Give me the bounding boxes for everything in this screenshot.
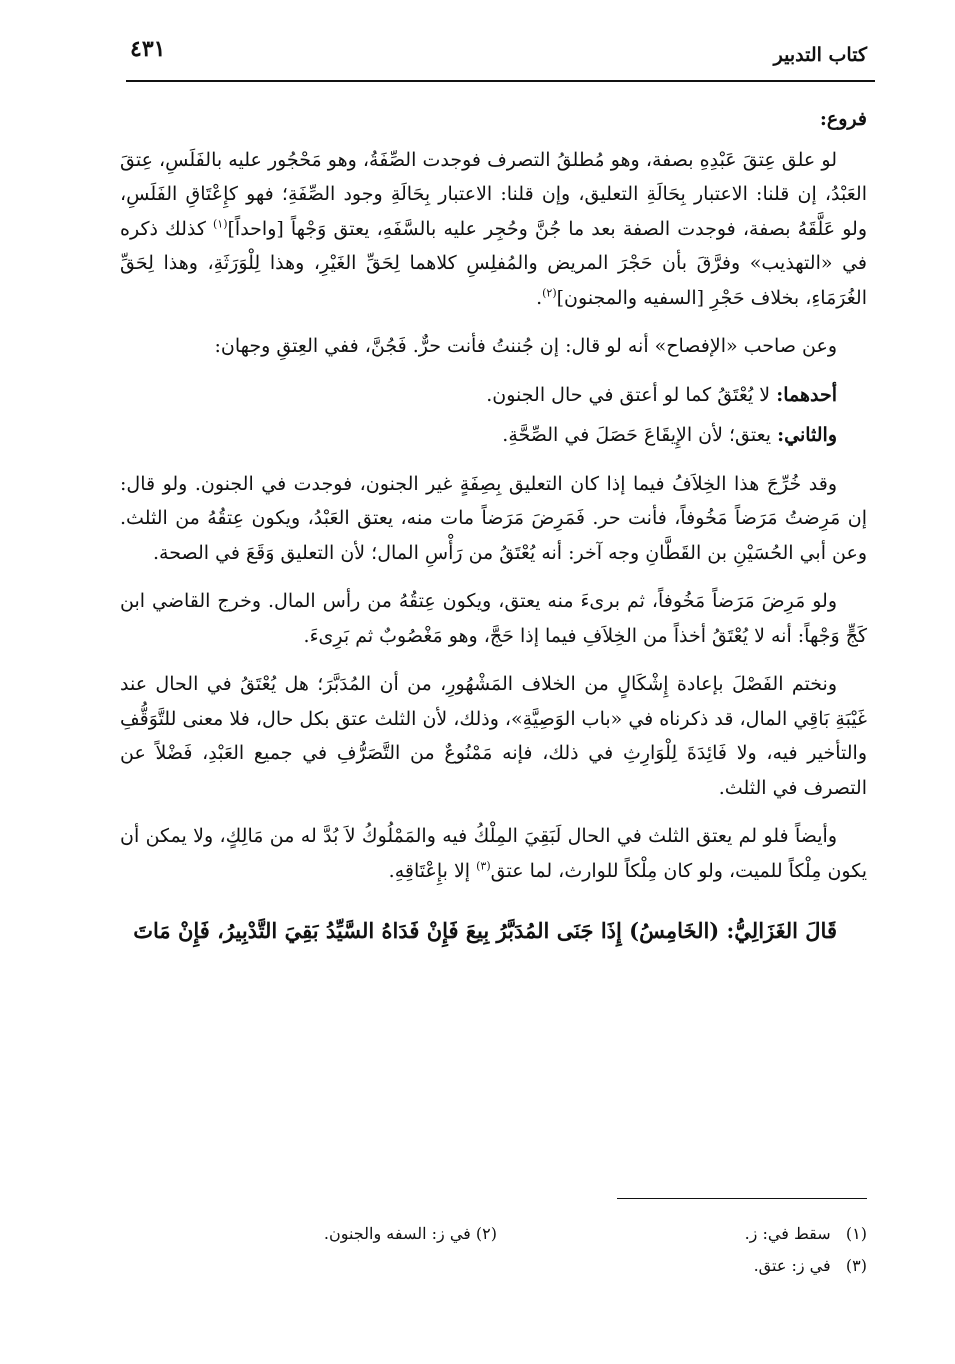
body-text	[120, 102, 867, 970]
page-number: ٤٣١	[130, 36, 166, 62]
document-page	[100, 20, 875, 1340]
option-first	[120, 378, 867, 413]
paragraph-1	[120, 143, 867, 316]
footnote-row	[120, 1250, 867, 1282]
paragraph-6-end: إلا بإِعْتَاقِهِ.	[388, 859, 477, 882]
section-title: فروع:	[819, 108, 867, 130]
running-head	[100, 34, 875, 70]
footnote-rule	[617, 1198, 867, 1199]
option-second-text: يعتق؛ لأن الإِيقَاعَ حَصَلَ في الصِّحَّةِ.	[502, 424, 778, 446]
option-second-lead: والثاني:	[777, 424, 837, 446]
footnote-3	[754, 1250, 867, 1282]
footnote-1	[745, 1218, 867, 1250]
paragraph-6	[120, 819, 867, 888]
ghazali-quote: قَالَ الغَزَالِيُّ: (الخَامِسُ) إِذَا جَنَى المُدَبَّرُ بِيعَ فَإِنْ فَدَاهُ السَّيِّدُ بَقِيَ التَّدْبِيرُ، فَإِنْ مَاتَ	[133, 918, 837, 943]
footnote-ref-2: (٢)	[542, 286, 557, 300]
paragraph-5: ونختم الفَصْلَ بإعادة إِشْكَالٍ من الخلاف المَشْهُورِ، من أن المُدَبَّرَ؛ هل يُعْتَقُ في الحال عند غَيْبَةِ بَاقِي المال، قد ذكرناه في «باب الوَصِيَّةِ»، وذلك، لأن الثلث عتق بكل حال، فلا معنى للتَّوَقُّفِ والتأخير فيه، ولا فَائِدَةَ لِلْوَارِثِ في ذلك، فإنه مَمْنُوعٌ من التَّصَرُّفِ في جميع العَبْدِ، فَضْلاً عن التصرف في الثلث.	[120, 673, 867, 799]
paragraph-6-text: وأيضاً فلو لم يعتق الثلث في الحال لَبَقِيَ المِلْكُ فيه والمَمْلُوكُ لاَ بُدَّ له من مَالِكٍ، ولا يمكن أن يكون مِلْكاً للميت، ولو كان مِلْكاً للوارث، لما عتق	[120, 825, 867, 882]
footnotes	[120, 1218, 867, 1282]
footnote-mark: (٢)	[475, 1224, 497, 1243]
paragraph-2: وعن صاحب «الإفصاح» أنه لو قال: إن جُننتُ فأنت حرٌّ. فَجُنَّ، ففي العِتقِ وجهان:	[214, 335, 837, 357]
option-first-lead: أحدهما:	[776, 383, 837, 406]
paragraph-1-end: .	[536, 286, 543, 309]
footnote-ref-3: (٣)	[476, 859, 491, 873]
footnote-mark: (٣)	[845, 1256, 867, 1275]
paragraph-1-tail: كذلك ذكره في «التهذيب» وفرَّقَ بأن حَجْرَ المريض والمُفلِسِ كلاهما لِحَقِّ الغَيْرِ، وهذا لِلْوَرَثَةِ، وهذا لِحَقِّ الغُرَمَاءِ، بخلاف حَجْرِ [السفيه والمجنون]	[120, 217, 867, 309]
footnote-ref-1: (١)	[212, 217, 228, 231]
option-first-text: لا يُعْتَقُ كما لو أعتق في حال الجنون.	[486, 383, 777, 406]
footnote-text: في ز: السفه والجنون.	[323, 1224, 471, 1243]
footnote-text: سقط في: ز.	[744, 1224, 831, 1243]
header-rule	[126, 80, 875, 82]
footnote-text: في ز: عتق.	[753, 1256, 831, 1275]
paragraph-1-text: لو علق عِتقَ عَبْدِهِ بصفة، وهو مُطلقُ التصرف فوجدت الصِّفَةُ، وهو مَحْجُور عليه بالفَلَسِ، عِتقَ العَبْدُ، إن قلنا: الاعتبار بِحَالَةِ التعليق، وإن قلنا: الاعتبار بِحَالَةِ وجود الصِّفَةِ؛ فهو كإِعْتَاقِ الفَلَسِ، ولو عَلَّقَهُ بصفة، فوجدت الصفة بعد ما جُنَّ وحُجِر عليه بالسَّفَهِ، يعتق وَجْهاً [واحداً]	[120, 148, 867, 240]
option-second	[120, 418, 867, 453]
footnote-2	[324, 1218, 497, 1250]
running-title: كتاب التدبير	[773, 44, 867, 66]
paragraph-4: ولو مَرِضَ مَرَضاً مَخُوفاً، ثم برىءَ منه يعتق، ويكون عِتقُهُ من رأس المال. وخرج القاضي ابن كَجٍّ وَجْهاً: أنه لا يُعْتَقُ أخذاً من الخِلاَفِ فيما إذا حَجَّ، وهو مَغْصُوبٌ ثم بَرِىءَ.	[120, 590, 867, 647]
footnote-mark: (١)	[845, 1224, 867, 1243]
paragraph-3: وقد خُرِّجَ هذا الخِلاَفُ فيما إذا كان التعليق بِصِفَةٍ غير الجنون، فوجدت في الجنون. ولو قال: إن مَرِضتُ مَرَضاً مَخُوفاً، فأنت حر. فَمَرِضَ مَرَضاً مات منه، يعتق العَبْدُ، ويكون عِتقُهُ من الثلث. وعن أبي الحُسَيْنِ بن القَطَّانِ وجه آخر: أنه يُعْتَقُ من رَأْسِ المال؛ لأن التعليق وَقَعَ في الصحة.	[120, 472, 867, 564]
footnote-row	[120, 1218, 867, 1250]
